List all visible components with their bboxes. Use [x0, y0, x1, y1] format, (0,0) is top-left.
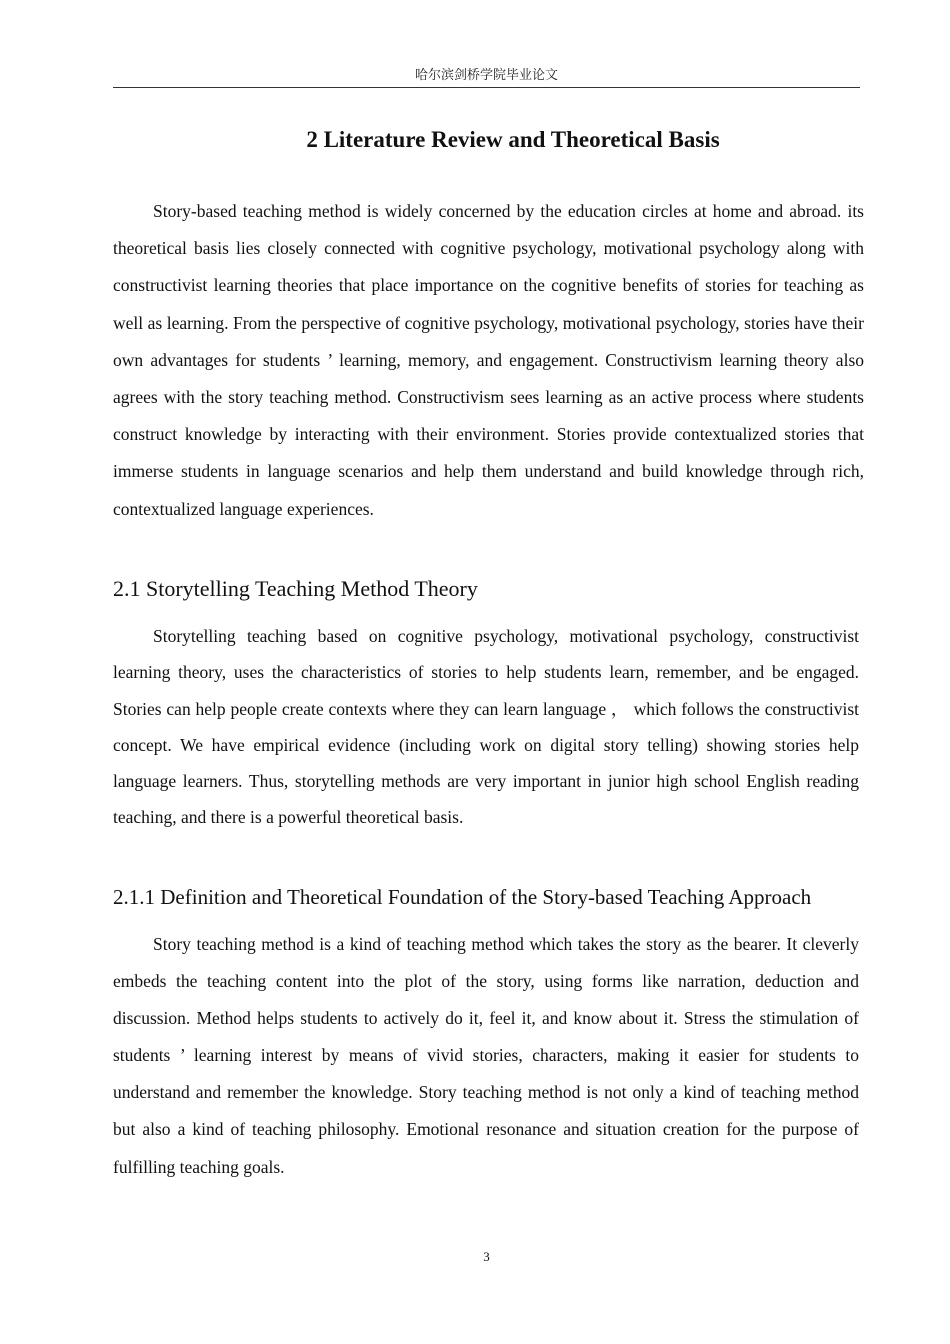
running-header: 哈尔滨剑桥学院毕业论文: [414, 67, 558, 82]
section-2-1-paragraph: Storytelling teaching based on cognitive psychology, motivational psychology, constructivist learning theory, uses the characteristics of stories to help students learn, remember, and be engaged. Stories can help people create contexts where they can learn language ， which follows the constructivist concept. We have empirical evidence (including work on digital story telling) showing stories help language learners. Thus, storytelling methods are very important in junior high school English reading teaching, and there is a powerful theoretical basis.: [113, 626, 859, 828]
header-divider: [113, 87, 860, 88]
page-number: 3: [483, 1249, 490, 1264]
intro-paragraph: Story-based teaching method is widely concerned by the education circles at home and abroad. its theoretical basis lies closely connected with cognitive psychology, motivational psychology along with constructivist learning theories that place importance on the cognitive benefits of stories for teaching as well as learning. From the perspective of cognitive psychology, motivational psychology, stories have their own advantages for students ’ learning, memory, and engagement. Constructivism learning theory also agrees with the story teaching method. Constructivism sees learning as an active process where students construct knowledge by interacting with their environment. Stories provide contextualized stories that immerse students in language scenarios and help them understand and build knowledge through rich, contextualized language experiences.: [113, 201, 864, 519]
section-heading-2-1: 2.1 Storytelling Teaching Method Theory: [113, 576, 478, 601]
section-2-1-1-paragraph: Story teaching method is a kind of teaching method which takes the story as the bearer. It cleverly embeds the teaching content into the plot of the story, using forms like narration, deduction and discussion. Method helps students to actively do it, feel it, and know about it. Stress the stimulation of students ’ learning interest by means of vivid stories, characters, making it easier for students to understand and remember the knowledge. Story teaching method is not only a kind of teaching method but also a kind of teaching philosophy. Emotional resonance and situation creation for the purpose of fulfilling teaching goals.: [113, 934, 859, 1177]
section-heading-2-1-1: 2.1.1 Definition and Theoretical Foundation of the Story-based Teaching Approach: [113, 885, 812, 909]
chapter-title: 2 Literature Review and Theoretical Basis: [306, 127, 720, 152]
